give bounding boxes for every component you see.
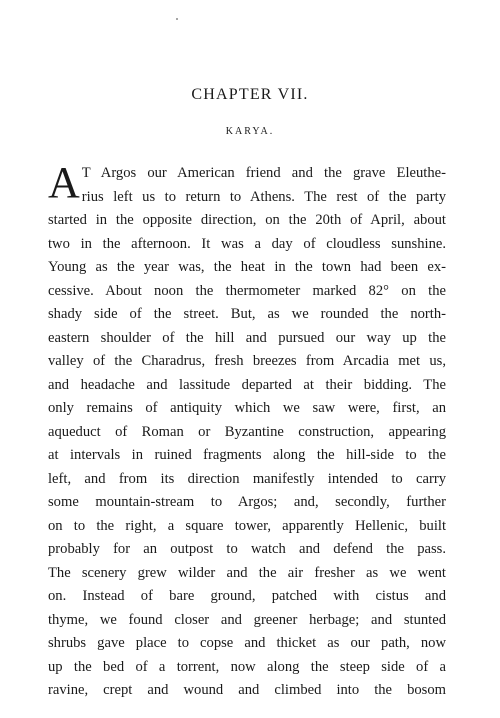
chapter-subtitle: KARYA. (225, 126, 275, 137)
text-line: started in the opposite direction, on the 20th of April, about (48, 212, 446, 228)
text-line: only remains of antiquity which we saw were, first, an (48, 400, 446, 416)
text-line: up the bed of a torrent, now along the steep side of a (48, 658, 446, 675)
text-line: on to the right, a square tower, apparently Hellenic, built (48, 517, 446, 534)
text-line: The scenery grew wilder and the air fresher as we went (48, 564, 446, 581)
text-line: and headache and lassitude departed at their bidding. The (48, 376, 446, 393)
text-line: T Argos our American friend and the grave Eleuthe- (81, 165, 446, 181)
text-line: shrubs gave place to copse and thicket as our path, now (48, 635, 446, 651)
text-line: probably for an outpost to watch and defend the pass. (48, 541, 446, 557)
opening-paragraph-start (48, 158, 446, 209)
text-line: Young as the year was, the heat in the town had been ex- (48, 259, 446, 275)
body-text (48, 158, 446, 703)
text-line: aqueduct of Roman or Byzantine construction, appearing (48, 423, 446, 440)
text-line: at intervals in ruined fragments along the hill-side to the (48, 447, 446, 463)
text-line: left, and from its direction manifestly intended to carry (48, 470, 446, 487)
text-line: eastern shoulder of the hill and pursued our way up the (48, 329, 446, 346)
text-line: rius left us to return to Athens. The rest of the party (81, 188, 446, 205)
text-line: ravine, crept and wound and climbed into the bosom (48, 682, 446, 698)
text-line: two in the afternoon. It was a day of cloudless sunshine. (48, 235, 446, 252)
paper-speck (176, 18, 178, 20)
chapter-title: CHAPTER VII. (191, 86, 309, 103)
text-line: cessive. About noon the thermometer marked 82° on the (48, 282, 446, 299)
text-line: some mountain-stream to Argos; and, secondly, further (48, 494, 446, 510)
text-line: on. Instead of bare ground, patched with cistus and (48, 588, 446, 604)
text-line: valley of the Charadrus, fresh breezes from Arcadia met us, (48, 353, 446, 369)
text-line: thyme, we found closer and greener herbage; and stunted (48, 611, 446, 628)
drop-cap: A (48, 158, 80, 207)
text-line: shady side of the street. But, as we rounded the north- (48, 306, 446, 322)
